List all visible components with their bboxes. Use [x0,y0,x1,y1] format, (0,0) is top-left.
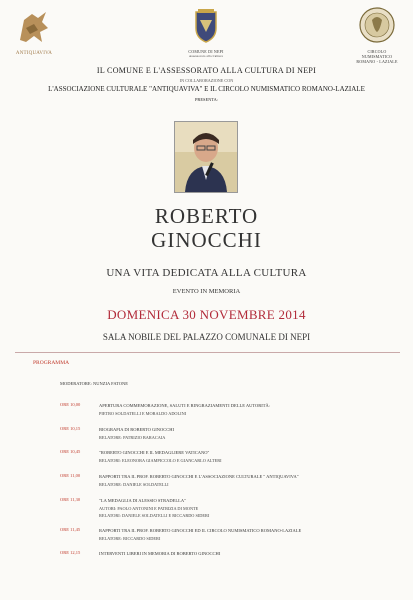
presents-line: PRESENTA: [194,97,219,102]
event-type: EVENTO IN MEMORIA [172,288,241,295]
program-time: ORE 11,00 [60,473,81,478]
program-time: ORE 11,30 [60,497,81,502]
antiquaviva-logo [12,10,56,55]
coin-icon [352,6,402,44]
association-line: L'ASSOCIAZIONE CULTURALE "ANTIQUAVIVA" E IL CIRCOLO NUMISMATICO ROMANO-LAZIALE [48,85,365,93]
center-logo-label: COMUNE DI NEPI [188,49,224,54]
program-title: RAPPORTI TRA IL PROF. ROBERTO GINOCCHI E L'ASSOCIAZIONE CULTURALE " ANTIQUAVIVA" [99,474,299,479]
circolo-numismatico-logo [352,6,402,64]
honoree-first-name: ROBERTO [154,204,259,228]
program-title: APERTURA COMMEMORAZIONE, SALUTI E RINGRAZIAMENTI DELLE AUTORITÀ: [99,403,271,408]
program-title: RAPPORTI TRA IL PROF. ROBERTO GINOCCHI ED IL CIRCOLO NUMISMATICO ROMANO-LAZIALE [99,528,302,533]
portrait-photo [174,121,238,193]
program-detail: PIETRO SOLDATELLI E MORALDO ADOLINI [99,411,187,416]
left-logo-label: ANTIQUAVIVA [15,51,53,56]
griffin-icon [12,10,56,46]
honoree-last-name: GINOCCHI [151,228,262,252]
event-venue: SALA NOBILE DEL PALAZZO COMUNALE DI NEPI [102,332,311,342]
moderator: MODERATORE: NUNZIA FATONE [60,381,129,386]
right-logo-label: CIRCOLO NUMISMATICO [361,49,393,59]
event-subtitle: UNA VITA DEDICATA ALLA CULTURA [106,267,307,279]
right-logo-sublabel: ROMANO - LAZIALE [356,59,398,64]
collaboration-line: IN COLLABORAZIONE CON [179,78,234,83]
program-title: PROGRAMMA [33,360,70,366]
program-title: "ROBERTO GINOCCHI E IL MEDAGLIERE VATICANO" [99,450,210,455]
program-title: INTERVENTI LIBERI IN MEMORIA DI ROBERTO GINOCCHI [99,551,221,556]
presenter-line: IL COMUNE E L'ASSESSORATO ALLA CULTURA DI NEPI [96,66,317,75]
program-time: ORE 10,15 [60,426,81,431]
program-detail: RELATORE: DANIELE SOLDATELLI [99,482,169,487]
program-detail: RELATORE: PATRIZIO BARACAIA [99,435,166,440]
portrait-icon [175,122,237,192]
program-time: ORE 12,15 [60,550,81,555]
program-time: ORE 10,45 [60,449,81,454]
program-time: ORE 10,00 [60,402,81,407]
program-detail: RELATORE: RICCARDO SIDERI [99,536,161,541]
program-detail-2: RELATORI: DANIELE SOLDATELLI E RICCARDO SIDERI [99,513,210,518]
divider [15,352,400,353]
program-title: BIOGRAFIA DI ROBERTO GINOCCHI [99,427,175,432]
program-detail: AUTORI: PAOLO ANTONINI E PATRIZIA DI MONTE [99,506,199,511]
comune-nepi-logo [180,8,232,58]
program-title: "LA MEDAGLIA DI ALESSIO STRADELLA" [99,498,186,503]
event-date: DOMENICA 30 NOVEMBRE 2014 [107,307,306,322]
program-detail: RELATORI: ELEONORA GIAMPICCOLO E GIANCARLO ALTERI [99,458,222,463]
center-logo-sublabel: Assessorato alla Cultura [189,54,223,58]
program-time: ORE 11,45 [60,527,81,532]
coat-of-arms-icon [180,8,232,44]
